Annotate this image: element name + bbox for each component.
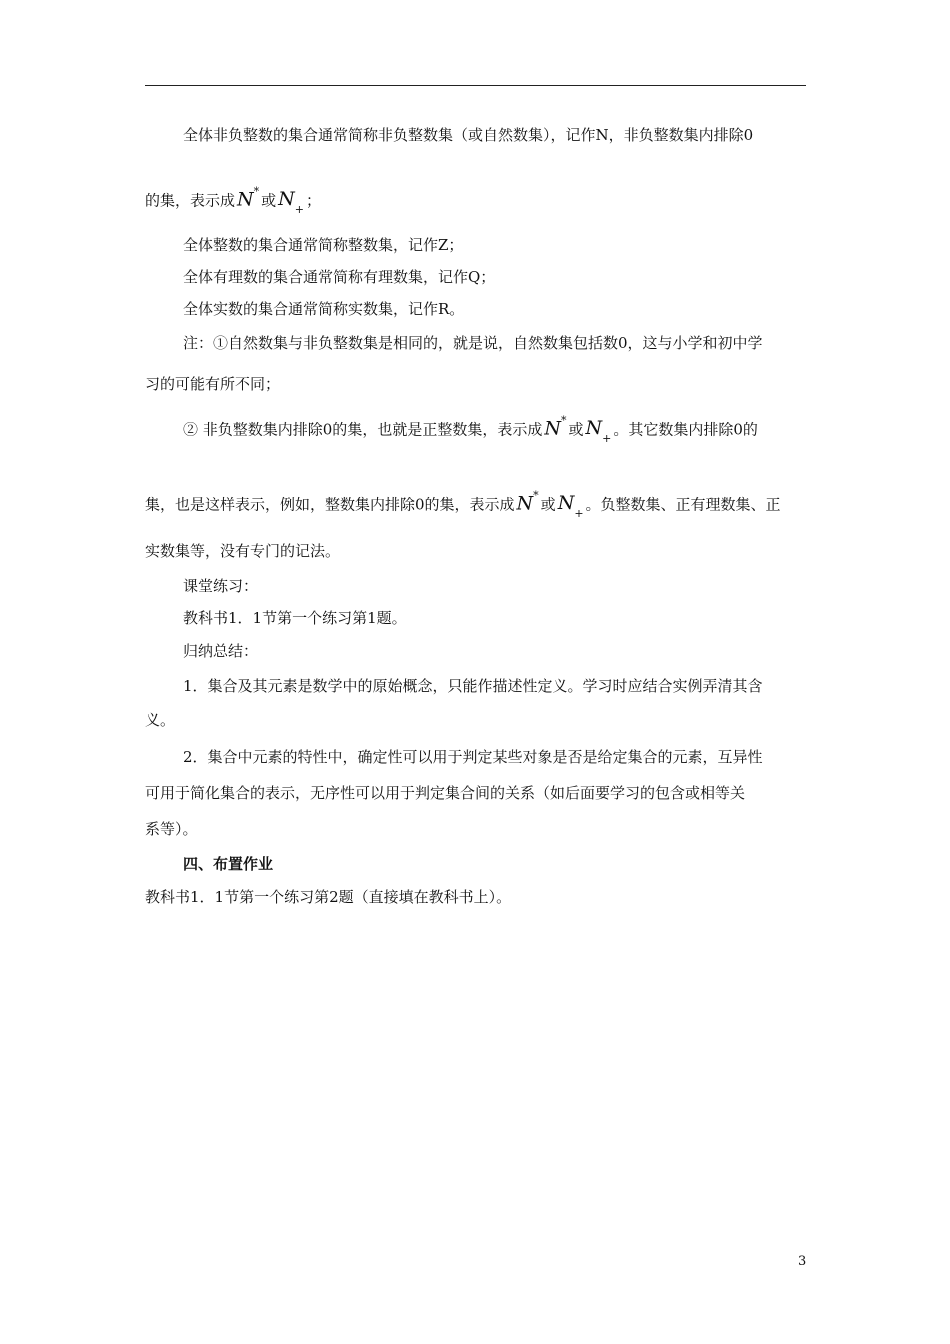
page-number: 3 xyxy=(798,1254,807,1269)
paragraph-line-5: 全体实数的集合通常简称实数集，记作R。 xyxy=(183,300,465,318)
n-plus-symbol: $N_+$ xyxy=(585,417,612,446)
text: 的集，表示成 xyxy=(145,191,236,210)
text: 。负整数集、正有理数集、正 xyxy=(585,495,781,514)
section-heading-homework: 四、布置作业 xyxy=(183,855,274,873)
n-star-symbol: N* xyxy=(544,414,567,440)
n-plus-symbol: $N_+$ xyxy=(278,188,304,217)
paragraph-line-6: 注：①自然数集与非负整数集是相同的，就是说，自然数集包括数0，这与小学和初中学 xyxy=(183,334,763,352)
paragraph-line-8 xyxy=(145,413,806,447)
text: ② 非负整数集内排除0的集，也就是正整数集，表示成 xyxy=(183,420,543,439)
section-label-summary: 归纳总结： xyxy=(183,642,259,660)
paragraph-line-4: 全体有理数的集合通常简称有理数集，记作Q； xyxy=(183,268,496,286)
paragraph-line-12: 教科书1．1节第一个练习第1题。 xyxy=(183,609,407,627)
section-label-practice: 课堂练习： xyxy=(183,577,259,595)
paragraph-line-2 xyxy=(145,184,806,218)
paragraph-line-17: 可用于简化集合的表示，无序性可以用于判定集合间的关系（如后面要学习的包含或相等关 xyxy=(145,784,746,802)
text: 或 xyxy=(540,495,556,514)
paragraph-line-16: 2．集合中元素的特性中，确定性可以用于判定某些对象是否是给定集合的元素，互异性 xyxy=(183,748,763,766)
n-plus-symbol: $N_+$ xyxy=(557,492,584,521)
text: 集，也是这样表示，例如，整数集内排除0的集，表示成 xyxy=(145,495,515,514)
text: 。其它数集内排除0的 xyxy=(613,420,758,439)
n-star-symbol: N* xyxy=(516,489,539,515)
paragraph-line-9 xyxy=(145,488,806,522)
n-star-symbol: N* xyxy=(237,185,260,211)
text: 或 xyxy=(261,191,277,210)
paragraph-line-14: 1．集合及其元素是数学中的原始概念，只能作描述性定义。学习时应结合实例弄清其含 xyxy=(183,677,763,695)
paragraph-line-15: 义。 xyxy=(145,711,176,729)
header-rule xyxy=(145,85,806,86)
paragraph-line-20: 教科书1．1节第一个练习第2题（直接填在教科书上）。 xyxy=(145,888,512,906)
paragraph-line-10: 实数集等，没有专门的记法。 xyxy=(145,542,341,560)
paragraph-line-7: 习的可能有所不同； xyxy=(145,375,281,393)
paragraph-line-1: 全体非负整数的集合通常简称非负整数集（或自然数集），记作N，非负整数集内排除0 xyxy=(183,126,754,144)
text: 或 xyxy=(568,420,584,439)
paragraph-line-3: 全体整数的集合通常简称整数集，记作Z； xyxy=(183,236,464,254)
text: ； xyxy=(306,191,322,210)
paragraph-line-18: 系等）。 xyxy=(145,820,198,838)
